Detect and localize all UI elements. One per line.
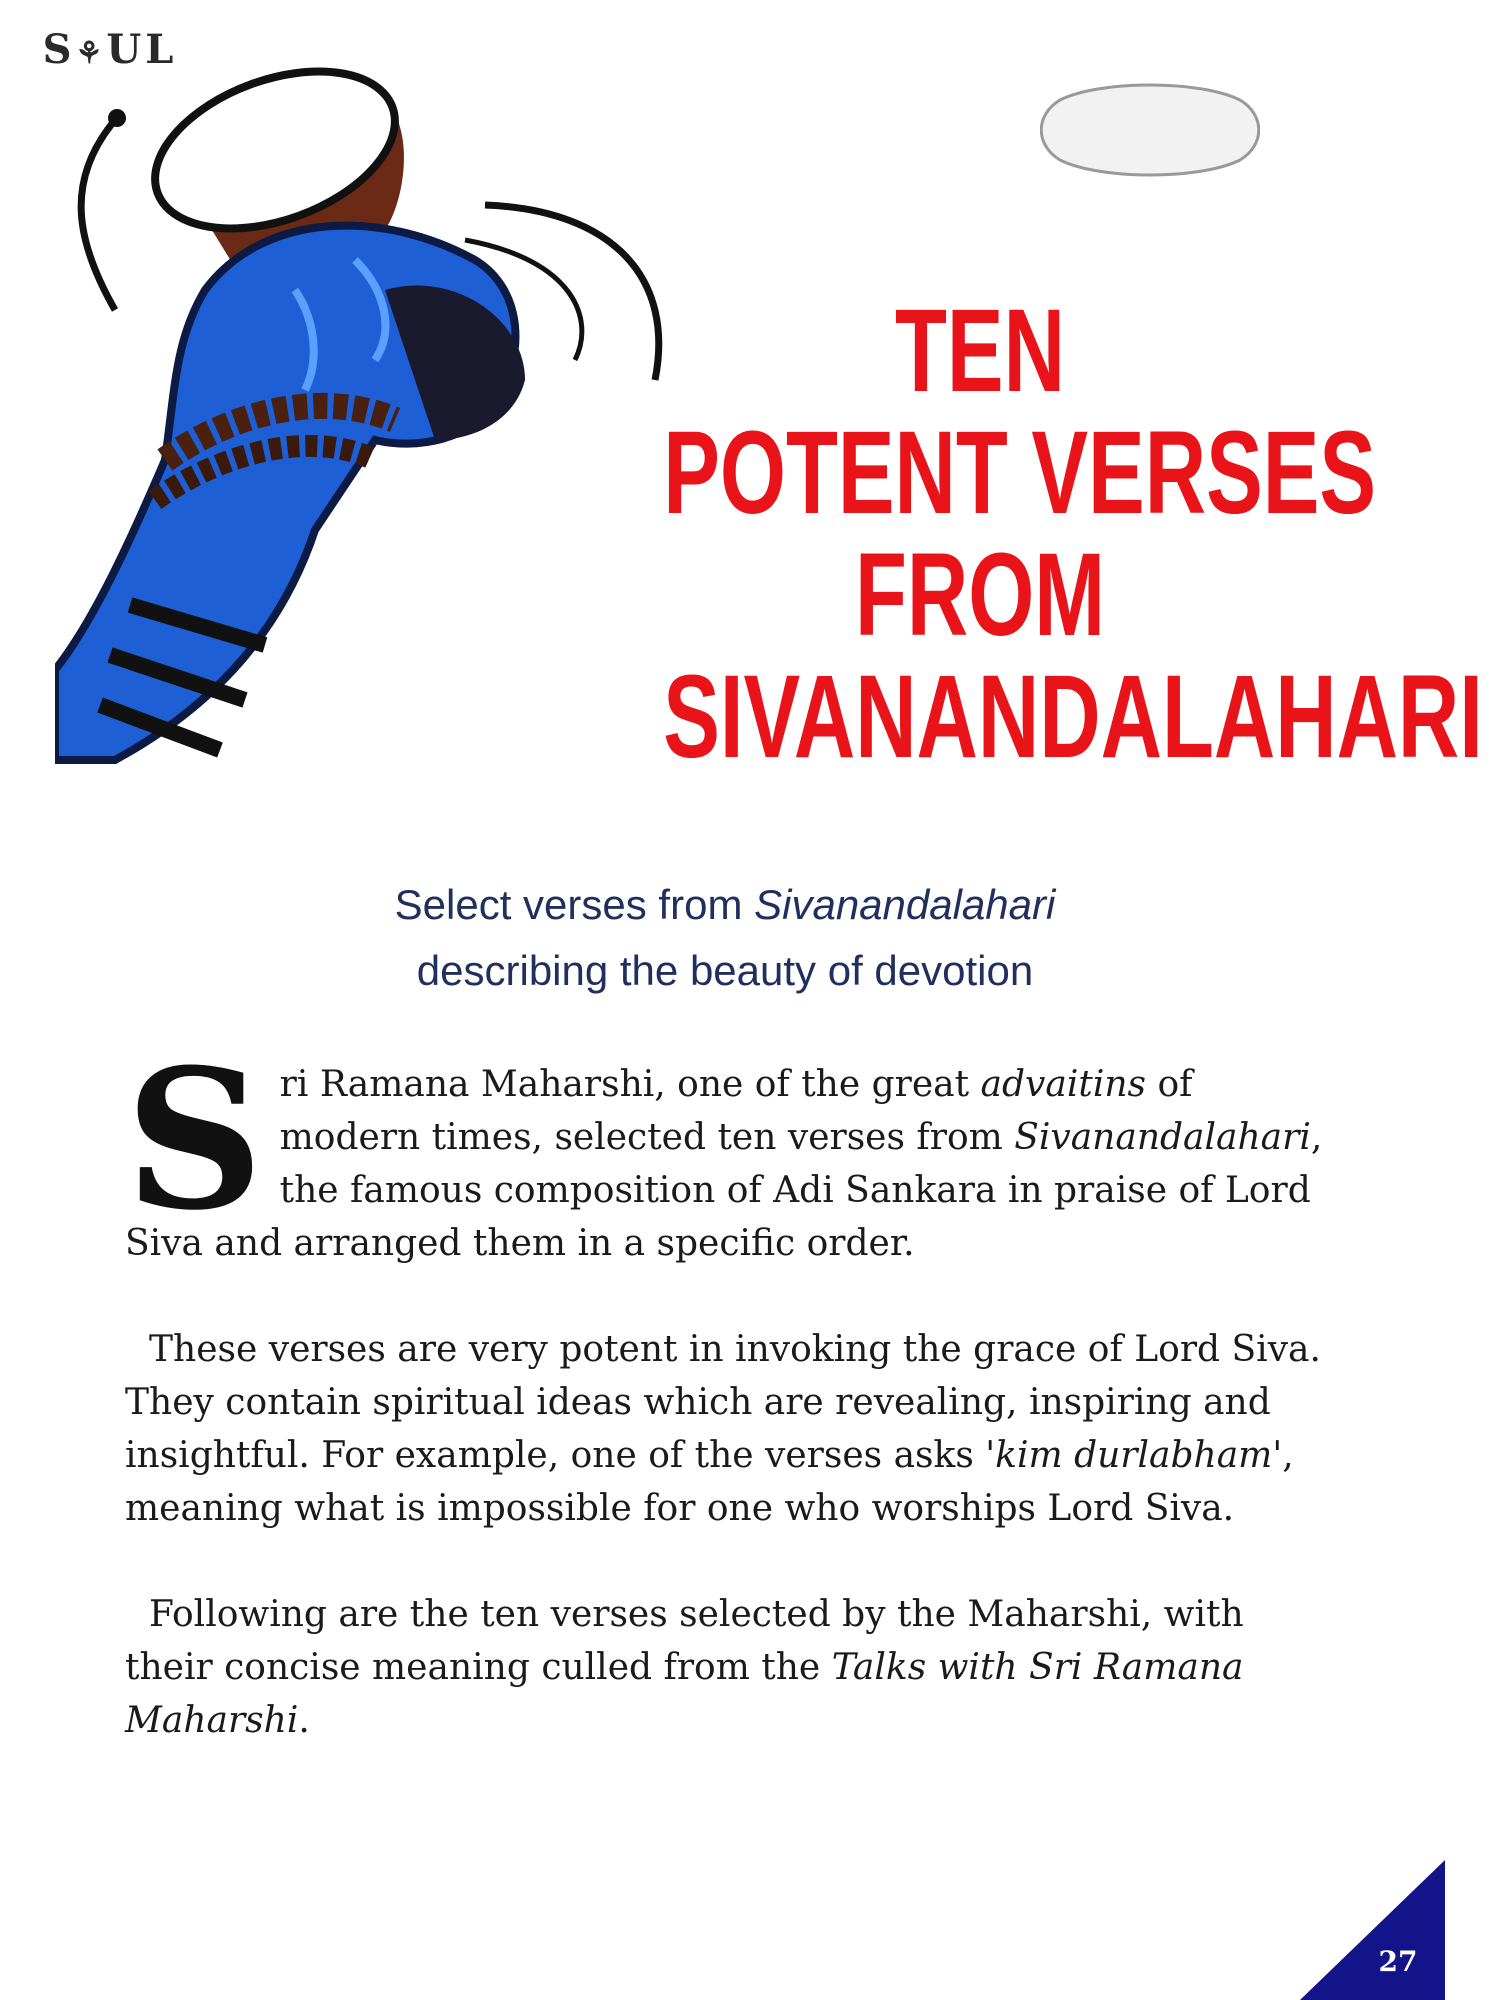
title-line-3: FROM xyxy=(854,529,1106,661)
subtitle-italic: Sivanandalahari xyxy=(754,881,1056,928)
p2-text-2: ', meaning what is impossible for one who worships Lord Siva. xyxy=(125,1435,1294,1529)
subtitle-line-2: describing the beauty of devotion xyxy=(416,947,1034,994)
p1-text-1: ri Ramana Maharshi, one of the great xyxy=(279,1064,981,1105)
title-line-4: SIVANANDALAHARI xyxy=(663,651,1483,783)
p3-text-1: Following are the ten verses selected by the Maharshi, with their concise meaning culled from the xyxy=(125,1594,1244,1688)
soul-badge-frame xyxy=(1040,80,1260,180)
p1-italic-1: advaitins xyxy=(980,1064,1146,1105)
article-body xyxy=(125,1028,1340,1747)
subtitle-text: Select verses from xyxy=(394,881,755,928)
siva-hand-damaru-illustration xyxy=(55,60,715,780)
paragraph-2 xyxy=(125,1323,1340,1535)
badge-letters-ul: UL xyxy=(106,26,178,73)
p3-text-2: . xyxy=(298,1700,310,1741)
badge-letter-s: S xyxy=(42,26,76,73)
soul-badge xyxy=(0,26,220,73)
paragraph-3 xyxy=(125,1588,1340,1747)
p1-text-3: , the famous composition of Adi Sankara in praise of Lord Siva and arranged them in a specific order. xyxy=(125,1117,1323,1264)
page-number: 27 xyxy=(1378,1945,1418,1978)
p3-italic-1: Talks with Sri Ramana Maharshi xyxy=(125,1647,1244,1741)
subtitle-line-1 xyxy=(240,872,1210,938)
article-title xyxy=(663,285,1483,783)
article-subtitle xyxy=(240,872,1210,1004)
title-line-2: POTENT VERSES xyxy=(663,407,1377,539)
p2-text-1: These verses are very potent in invoking the grace of Lord Siva. They contain spiritual ideas which are revealing, inspiring and insightful. For example, one of the verses asks ' xyxy=(125,1329,1321,1476)
p1-italic-2: Sivanandalahari xyxy=(1014,1117,1311,1158)
paragraph-1 xyxy=(125,1028,1340,1270)
p2-italic-1: kim durlabham xyxy=(995,1435,1273,1476)
drop-cap: S xyxy=(125,1028,264,1253)
p1-text-2: of modern times, selected ten verses from xyxy=(279,1064,1193,1158)
page-corner-triangle xyxy=(1300,1860,1445,2000)
title-line-1: TEN xyxy=(895,285,1065,417)
lotus-icon: ⚘ xyxy=(75,36,107,71)
